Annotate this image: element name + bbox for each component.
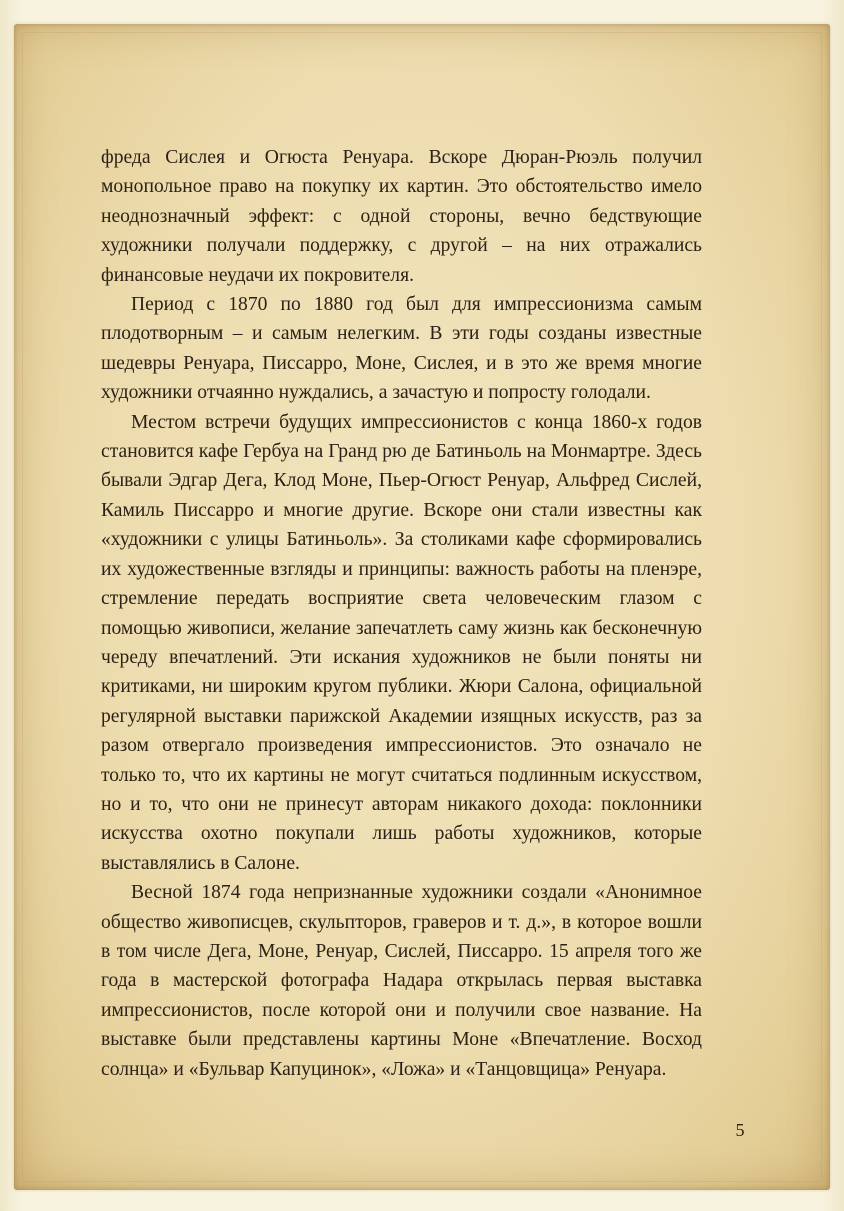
paragraph-4: Весной 1874 года непризнанные художники создали «Анонимное общество живописцев, скульпторов, граверов и т. д.», в которое вошли в том числе Дега, Моне, Ренуар, Сислей, Писсарро. 15 апреля того же года в мастерской фотографа Надара открылась первая выставка импрессионистов, после которой они и получили свое название. На выставке были представлены картины Моне «Впечатление. Восход солнца» и «Бульвар Капуцинок», «Ложа» и «Танцовщица» Ренуара. [101, 882, 702, 1080]
paragraph-2: Период с 1870 по 1880 год был для импрессионизма самым плодотворным – и самым нелегким. В эти годы созданы известные шедевры Ренуара, Писсарро, Моне, Сислея, и в это же время многие художники отчаянно нуждались, а зачастую и попросту голодали. [101, 294, 702, 404]
paragraph-3: Местом встречи будущих импрессионистов с конца 1860-х годов становится кафе Гербуа на Гранд рю де Батиньоль на Монмартре. Здесь бывали Эдгар Дега, Клод Моне, Пьер-Огюст Ренуар, Альфред Сислей, Камиль Писсарро и многие другие. Вскоре они стали известны как «художники с улицы Батиньоль». За столиками кафе сформировались их художественные взгляды и принципы: важность работы на пленэре, стремление передать восприятие света человеческим глазом с помощью живописи, желание запечатлеть саму жизнь как бесконечную череду впечатлений. Эти искания художников не были поняты ни критиками, ни широким кругом публики. Жюри Салона, официальной регулярной выставки парижской Академии изящных искусств, раз за разом отвергало произведения импрессионистов. Это означало не только то, что их картины не могут считаться подлинным искусством, но и то, что они не принесут авторам никакого дохода: поклонники искусства охотно покупали лишь работы художников, которые выставлялись в Салоне. [101, 411, 702, 874]
paragraph-1: фреда Сислея и Огюста Ренуара. Вскоре Дюран-Рюэль получил монопольное право на покупку их картин. Это обстоятельство имело неоднозначный эффект: с одной стороны, вечно бедствующие художники получали поддержку, с другой – на них отражались финансовые неудачи их покровителя. [101, 147, 702, 286]
body-text [101, 143, 702, 1084]
page-number: 5 [735, 1120, 745, 1140]
